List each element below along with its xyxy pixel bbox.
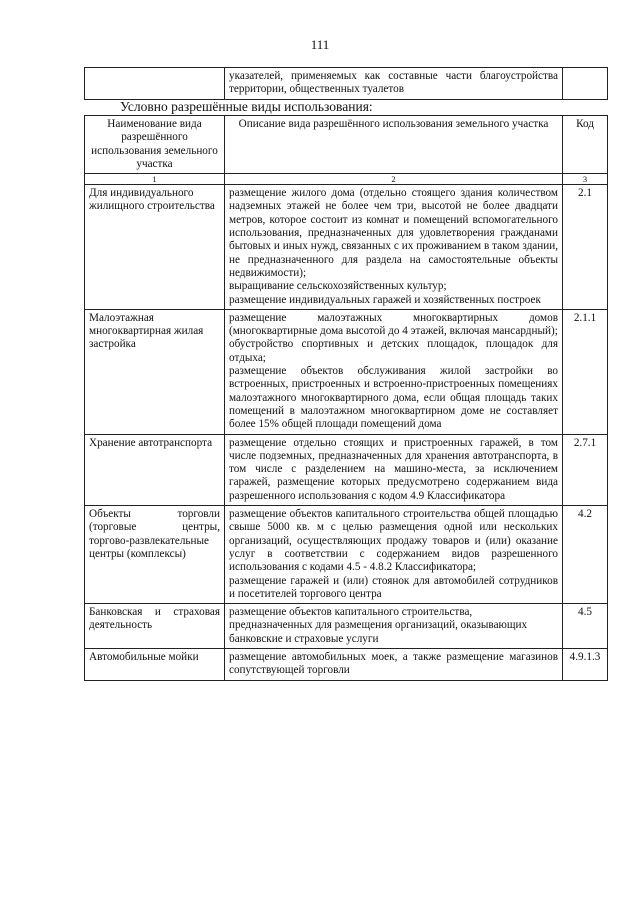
description-line: выращивание сельскохозяйственных культур; (229, 280, 447, 293)
header-code: Код (563, 116, 608, 174)
conditional-uses-table (84, 115, 608, 681)
code-cell: 2.7.1 (563, 434, 608, 505)
section-heading: Условно разрешённые виды использования: (120, 99, 373, 114)
header-name: Наименование вида разрешённого использования земельного участка (85, 116, 225, 174)
column-number: 3 (563, 174, 608, 185)
name-cell (85, 68, 225, 100)
table-row (85, 68, 608, 100)
description-cell (225, 506, 563, 604)
table-row (85, 434, 608, 505)
header-description: Описание вида разрешённого использования земельного участка (225, 116, 563, 174)
name-cell: Банковская и страховая деятельность (85, 604, 225, 649)
description-line: размещение объектов капитального строительства, предназначенных для размещения организаций, оказывающих банковские и страховые услуги (229, 606, 528, 645)
name-cell: Автомобильные мойки (85, 648, 225, 680)
page-number: 111 (310, 37, 330, 52)
description-line: обустройство спортивных и детских площадок, площадок для отдыха; (229, 338, 558, 364)
table-row (85, 648, 608, 680)
description-cell (225, 434, 563, 505)
table-row (85, 506, 608, 604)
code-cell: 4.2 (563, 506, 608, 604)
description-cell: указателей, применяемых как составные части благоустройства территории, общественных туалетов (225, 68, 563, 100)
description-line: размещение объектов капитального строительства общей площадью свыше 5000 кв. м с целью размещения одной или нескольких организаций, осуществляющих продажу товаров и (или) оказание услуг в соответствии с содержанием видов разрешенного использования с кодами 4.5 - 4.8.2 Классификатора; (229, 508, 558, 574)
description-cell (225, 185, 563, 310)
code-cell: 4.5 (563, 604, 608, 649)
name-cell: Для индивидуального жилищного строительства (85, 185, 225, 310)
code-cell: 4.9.1.3 (563, 648, 608, 680)
table-row (85, 604, 608, 649)
description-line: размещение объектов обслуживания жилой застройки во встроенных, пристроенных и встроенно-пристроенных помещениях малоэтажного многоквартирного дома, если общая площадь таких помещений в малоэтажном многоквартирном доме не составляет более 15% общей площади помещений дома (229, 365, 558, 431)
code-cell (563, 68, 608, 100)
table-row (85, 309, 608, 434)
code-cell: 2.1.1 (563, 309, 608, 434)
description-line: размещение гаражей и (или) стоянок для автомобилей сотрудников и посетителей торгового центра (229, 574, 558, 600)
description-line: размещение автомобильных моек, а также размещение магазинов сопутствующей торговли (229, 650, 558, 677)
description-line: размещение жилого дома (отдельно стоящего здания количеством надземных этажей не более чем три, высотой не более двадцати метров, которое состоит из комнат и помещений вспомогательного использования, предназначенных для удовлетворения гражданами бытовых и иных нужд, связанных с их проживанием в таком здании, не предназначенного для раздела на самостоятельные объекты недвижимости); (229, 187, 558, 279)
column-number: 1 (85, 174, 225, 185)
name-cell: Хранение автотранспорта (85, 434, 225, 505)
description-line: размещение отдельно стоящих и пристроенных гаражей, в том числе подземных, предназначенных для хранения автотранспорта, в том числе с разделением на машино-места, за исключением гаражей, размещение которых предусмотрено содержанием вида разрешенного использования с кодом 4.9 Классификатора (229, 436, 558, 502)
description-cell (225, 309, 563, 434)
continued-table-fragment (84, 67, 608, 100)
description-line: размещение малоэтажных многоквартирных домов (многоквартирные дома высотой до 4 этажей, включая мансардный); (229, 311, 558, 338)
table-row (85, 185, 608, 310)
description-line: размещение индивидуальных гаражей и хозяйственных построек (229, 293, 541, 306)
name-cell: Малоэтажная многоквартирная жилая застройка (85, 309, 225, 434)
code-cell: 2.1 (563, 185, 608, 310)
description-cell (225, 604, 563, 649)
name-cell: Объекты торговли (торговые центры, торгово-развлекательные центры (комплексы) (85, 506, 225, 604)
column-number-row (85, 174, 608, 185)
header-row (85, 116, 608, 174)
column-number: 2 (225, 174, 563, 185)
description-cell (225, 648, 563, 680)
